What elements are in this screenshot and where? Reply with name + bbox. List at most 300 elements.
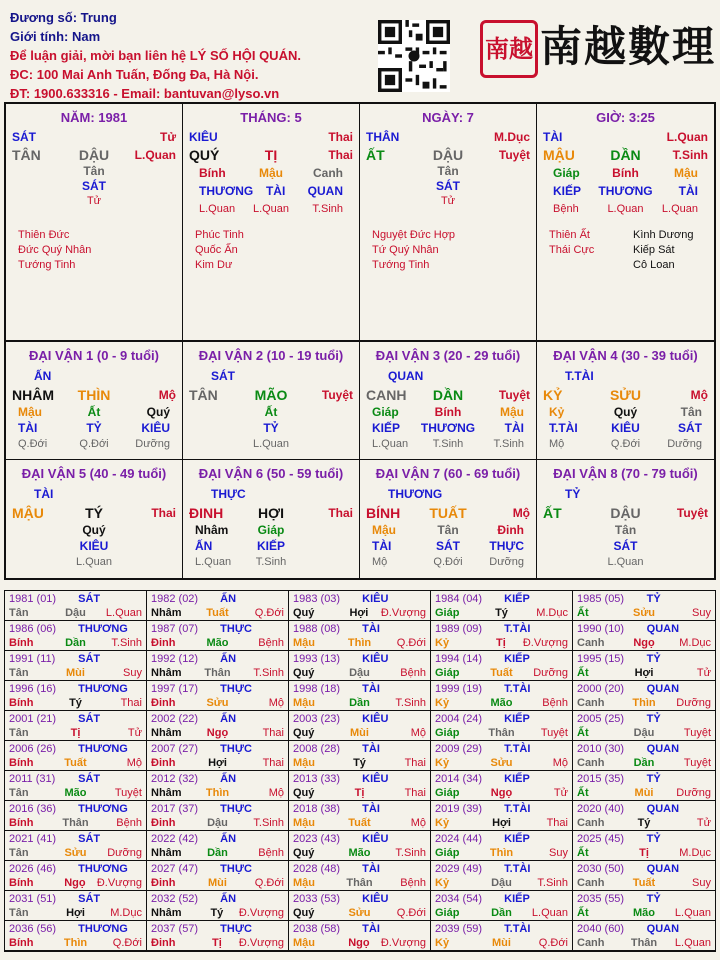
year-cell: [147, 891, 289, 921]
year-pillar: [9, 666, 142, 680]
pillar-title: GIỜ: 3:25: [596, 110, 655, 125]
year-head: [9, 682, 142, 696]
auxiliary-stars: [549, 228, 594, 258]
growth-stage: Tuyệt: [498, 388, 531, 402]
year-branch: Thìn: [489, 847, 514, 859]
hidden-cell: TÀI: [504, 421, 524, 435]
year-cell: [147, 591, 289, 621]
year-cell: [5, 891, 147, 921]
year-stem: Mậu: [293, 877, 315, 889]
hidden-cell: [18, 538, 69, 554]
year-ten-god: SÁT: [78, 893, 101, 905]
earthly-branch: TUẤT: [429, 505, 467, 521]
hidden-row: [12, 522, 176, 538]
year-pillar: [151, 666, 284, 680]
hidden-cell: TÀI: [678, 184, 698, 198]
hidden-row: [366, 538, 530, 554]
dai-van-title: ĐẠI VẬN 2 (10 - 19 tuổi): [198, 348, 344, 363]
ten-god: SÁT: [12, 130, 36, 144]
year-stage: Đ.Vượng: [96, 877, 142, 889]
earthly-branch: THÌN: [77, 387, 111, 403]
hidden-cell: Mộ: [372, 556, 388, 568]
year-ten-god: TÀI: [362, 623, 380, 635]
ten-god: TÀI: [543, 130, 563, 144]
year-cell: [5, 861, 147, 891]
year-head: [293, 622, 426, 636]
year-branch: Thìn: [205, 787, 230, 799]
star-name: Tướng Tinh: [18, 259, 76, 271]
year-pillar: [435, 636, 568, 650]
year-label: 2012 (32): [151, 773, 199, 785]
year-stage: M.Dục: [110, 907, 142, 919]
hidden-cell: Quý: [82, 523, 106, 537]
year-stage: Suy: [123, 667, 142, 679]
year-ten-god: KIẾP: [504, 893, 530, 905]
earthly-branch: DẬU: [78, 147, 110, 163]
year-pillar: [435, 876, 568, 890]
year-label: 2037 (57): [151, 923, 199, 935]
year-label: 2010 (30): [577, 743, 625, 755]
seal-stamp: 南越: [480, 20, 538, 78]
hidden-row: [543, 404, 708, 420]
year-head: [577, 802, 711, 816]
dai-van-ten-god: SÁT: [211, 369, 235, 383]
earthly-branch: TỊ: [264, 147, 278, 163]
year-stage: Mộ: [552, 757, 568, 769]
hidden-cell: T.TÀI: [549, 421, 578, 435]
growth-stage: Thai: [328, 148, 354, 162]
dai-van-title: ĐẠI VẬN 3 (20 - 29 tuổi): [375, 348, 521, 363]
year-cell: [5, 741, 147, 771]
year-pillar: [577, 726, 711, 740]
heavenly-stem: ĐINH: [189, 505, 224, 521]
year-stem: Canh: [577, 637, 605, 649]
year-label: 2008 (28): [293, 743, 341, 755]
growth-stage: Tuyệt: [676, 506, 708, 520]
hidden-cell: THỰC: [489, 539, 525, 553]
year-stem: Bính: [9, 817, 34, 829]
year-cell: [5, 681, 147, 711]
year-stem: Đinh: [151, 697, 176, 709]
year-ten-god: KIẾP: [504, 653, 530, 665]
year-stem: Quý: [293, 907, 315, 919]
year-stem: Canh: [577, 877, 605, 889]
year-pillar: [151, 696, 284, 710]
hidden-row: [189, 436, 353, 452]
hidden-cell: Q.Đới: [610, 438, 641, 450]
auxiliary-stars: [195, 228, 244, 273]
hidden-row: [543, 436, 708, 452]
year-head: [293, 922, 426, 936]
year-label: 2009 (29): [435, 743, 483, 755]
dai-van-stem-branch: [543, 386, 708, 404]
year-cell: [5, 591, 147, 621]
year-pillar: [435, 696, 568, 710]
year-stem: Nhâm: [151, 727, 182, 739]
year-cell: [431, 591, 573, 621]
year-head: [151, 682, 284, 696]
year-ten-god: T.TÀI: [504, 683, 531, 695]
year-branch: Mão: [348, 847, 371, 859]
year-branch: Tuất: [632, 877, 656, 889]
year-stem: Nhâm: [151, 607, 182, 619]
year-head: [151, 922, 284, 936]
spacer: [421, 128, 476, 146]
hidden-cell: THƯƠNG: [199, 184, 254, 198]
year-stem: Tân: [9, 607, 29, 619]
year-label: 2000 (20): [577, 683, 625, 695]
year-ten-god: SÁT: [78, 713, 101, 725]
year-stem: Tân: [9, 787, 29, 799]
year-stem: Ất: [577, 607, 589, 619]
hidden-row: [189, 164, 353, 182]
year-label: 2022 (42): [151, 833, 199, 845]
year-pillar: [151, 846, 284, 860]
year-cell: [431, 921, 573, 951]
star-name: Kình Dương: [633, 229, 694, 241]
year-stage: Thai: [404, 757, 426, 769]
year-stage: Tuyệt: [683, 757, 712, 769]
spacer: [67, 128, 122, 146]
year-ten-god: TỶ: [646, 833, 661, 845]
year-pillar: [293, 876, 426, 890]
year-cell: [573, 651, 715, 681]
year-ten-god: THƯƠNG: [78, 803, 128, 815]
hidden-row: [543, 554, 708, 570]
year-cell: [289, 741, 431, 771]
year-branch: Tý: [353, 757, 366, 769]
dai-van-title: ĐẠI VẬN 1 (0 - 9 tuổi): [28, 348, 159, 363]
year-stage: Q.Đới: [538, 937, 568, 949]
year-ten-god: QUAN: [646, 623, 680, 635]
year-stage: Bệnh: [258, 637, 284, 649]
star-name: Cô Loan: [633, 259, 675, 271]
year-ten-god: KIÊU: [362, 593, 389, 605]
year-cell: [573, 771, 715, 801]
dai-van-cell: [6, 460, 183, 578]
hidden-cell: Tân: [437, 523, 459, 537]
year-stage: Đ.Vượng: [522, 637, 568, 649]
year-head: [151, 592, 284, 606]
year-stem: Đinh: [151, 637, 176, 649]
contact-note: Để luận giải, mời bạn liên hệ LÝ SỐ HỘI QUÁN.: [10, 48, 301, 63]
year-label: 2006 (26): [9, 743, 57, 755]
dai-van-stem-branch: [189, 386, 353, 404]
year-stem: Tân: [9, 727, 29, 739]
year-head: [435, 922, 568, 936]
year-cell: [289, 891, 431, 921]
year-branch: Sửu: [64, 847, 87, 859]
hidden-cell: [119, 554, 170, 570]
pillar-stem-branch-row: [189, 146, 353, 164]
year-label: 2031 (51): [9, 893, 57, 905]
year-stage: T.Sinh: [395, 847, 426, 859]
hidden-cell: Bính: [612, 166, 639, 180]
hidden-row: [366, 420, 530, 436]
year-head: [577, 622, 711, 636]
year-label: 2024 (44): [435, 833, 483, 845]
year-stem: Đinh: [151, 937, 176, 949]
year-pillar: [9, 636, 142, 650]
pillar-month: [183, 104, 360, 340]
hidden-cell: [195, 404, 246, 420]
year-ten-god: TỶ: [646, 653, 661, 665]
year-cell: [573, 801, 715, 831]
year-stem: Giáp: [435, 607, 460, 619]
heavenly-stem: TÂN: [189, 387, 218, 403]
year-cell: [431, 891, 573, 921]
year-cell: [431, 771, 573, 801]
hidden-cell: L.Quan: [199, 203, 236, 215]
year-ten-god: TỶ: [646, 893, 661, 905]
year-head: [577, 772, 711, 786]
year-cell: [573, 921, 715, 951]
year-head: [293, 892, 426, 906]
year-head: [293, 592, 426, 606]
year-stage: T.Sinh: [395, 697, 426, 709]
dai-van-cell: [6, 342, 183, 460]
year-head: [9, 922, 142, 936]
year-cell: [431, 651, 573, 681]
year-stem: Canh: [577, 757, 605, 769]
year-stage: Mộ: [126, 757, 142, 769]
year-label: 1993 (13): [293, 653, 341, 665]
year-stem: Bính: [9, 637, 34, 649]
year-cell: [5, 711, 147, 741]
heavenly-stem: BÍNH: [366, 505, 401, 521]
year-cell: [289, 681, 431, 711]
pillar-title: THÁNG: 5: [240, 110, 302, 125]
growth-stage: T.Sinh: [672, 148, 708, 162]
year-ten-god: SÁT: [78, 653, 101, 665]
year-stage: M.Dục: [679, 847, 712, 859]
year-cell: [573, 621, 715, 651]
earthly-branch: MÃO: [254, 387, 288, 403]
hidden-cell: [296, 420, 347, 436]
year-branch: Hợi: [208, 757, 227, 769]
year-ten-god: THỰC: [220, 923, 252, 935]
hidden-cell: Q.Đới: [433, 556, 463, 568]
hidden-cell: L.Quan: [661, 203, 698, 215]
year-label: 2018 (38): [293, 803, 341, 815]
hidden-cell: SÁT: [678, 421, 702, 435]
year-branch: Tị: [495, 637, 506, 649]
hidden-row: [366, 522, 530, 538]
hidden-cell: [549, 538, 600, 554]
year-ten-god: THỰC: [220, 683, 252, 695]
qr-code-icon: [378, 20, 450, 92]
dai-van-ten-god: THỰC: [211, 487, 246, 501]
year-stage: L.Quan: [674, 907, 712, 919]
year-pillar: [293, 606, 426, 620]
year-pillar: [9, 906, 142, 920]
hidden-cell: ẤN: [195, 539, 213, 553]
year-head: [9, 862, 142, 876]
year-stage: Tuyệt: [683, 727, 712, 739]
star-name: Kim Dư: [195, 259, 233, 271]
year-label: 1989 (09): [435, 623, 483, 635]
year-branch: Mùi: [634, 787, 654, 799]
hidden-cell: [195, 420, 246, 436]
year-stage: Q.Đới: [396, 907, 426, 919]
growth-stage: Mộ: [158, 388, 177, 402]
four-pillars-grid: [4, 102, 716, 342]
year-pillar: [151, 876, 284, 890]
year-cell: [573, 711, 715, 741]
year-stem: Bính: [9, 757, 34, 769]
year-ten-god: KIẾP: [504, 773, 530, 785]
hidden-cell: Ất: [264, 405, 278, 419]
year-head: [151, 712, 284, 726]
year-branch: Dần: [207, 847, 228, 859]
star-name: Thiên Ất: [549, 229, 590, 241]
dai-van-cell: [537, 342, 714, 460]
year-branch: Thân: [630, 937, 658, 949]
hidden-ten-god: SÁT: [82, 179, 106, 193]
hidden-cell: Giáp: [372, 405, 399, 419]
year-pillar: [151, 606, 284, 620]
year-ten-god: KIÊU: [362, 713, 389, 725]
year-ten-god: ẤN: [220, 653, 237, 665]
heavenly-stem: KỶ: [543, 387, 563, 403]
year-ten-god: T.TÀI: [504, 803, 531, 815]
year-cell: [147, 681, 289, 711]
dai-van-title: ĐẠI VẬN 6 (50 - 59 tuổi): [198, 466, 344, 481]
hidden-cell: Mậu: [673, 166, 698, 180]
year-branch: Tuất: [490, 667, 513, 679]
year-ten-god: T.TÀI: [504, 923, 531, 935]
year-branch: Tuất: [206, 607, 229, 619]
year-cell: [5, 651, 147, 681]
year-ten-god: KIÊU: [362, 773, 389, 785]
hidden-cell: Nhâm: [195, 523, 229, 537]
year-cell: [5, 801, 147, 831]
year-branch: Tuất: [64, 757, 87, 769]
pillar-ten-god-row: [543, 128, 708, 146]
dai-van-cell: [183, 342, 360, 460]
year-stem: Quý: [293, 667, 315, 679]
dai-van-ten-god: ẤN: [34, 369, 52, 383]
year-head: [435, 682, 568, 696]
hidden-cell: Đinh: [497, 523, 525, 537]
year-stem: Canh: [577, 697, 605, 709]
year-pillar: [151, 906, 284, 920]
year-cell: [289, 621, 431, 651]
year-head: [9, 802, 142, 816]
year-head: [435, 832, 568, 846]
hidden-cell: Quý: [146, 405, 171, 419]
star-name: Thái Cực: [549, 244, 595, 256]
hidden-row: [543, 538, 708, 554]
hidden-cell: Dưỡng: [135, 438, 171, 450]
year-branch: Dậu: [491, 877, 512, 889]
hidden-cell: TỶ: [263, 421, 279, 435]
year-cell: [431, 621, 573, 651]
hidden-row: [189, 182, 353, 200]
year-cell: [289, 651, 431, 681]
star-name: Kiếp Sát: [633, 244, 675, 256]
hidden-row: [543, 420, 708, 436]
year-head: [577, 832, 711, 846]
hidden-cell: L.Quan: [252, 438, 290, 450]
year-stem: Bính: [9, 697, 34, 709]
hidden-cell: L.Quan: [252, 203, 290, 215]
spacer: [244, 128, 299, 146]
dai-van-title: ĐẠI VẬN 7 (60 - 69 tuổi): [375, 466, 521, 481]
year-cell: [431, 681, 573, 711]
year-label: 2001 (21): [9, 713, 57, 725]
star-name: Tướng Tinh: [372, 259, 430, 271]
year-stem: Mậu: [293, 937, 315, 949]
year-ten-god: KIẾP: [504, 713, 530, 725]
year-stem: Kỷ: [435, 757, 450, 769]
year-stage: Đ.Vượng: [238, 907, 284, 919]
year-ten-god: KIÊU: [362, 893, 389, 905]
year-cell: [5, 831, 147, 861]
spacer: [598, 128, 653, 146]
year-head: [293, 682, 426, 696]
year-ten-god: THỰC: [220, 863, 252, 875]
year-branch: Dần: [65, 637, 86, 649]
heavenly-stem: CANH: [366, 387, 407, 403]
hidden-cell: [296, 554, 347, 570]
hidden-cell: [549, 554, 600, 570]
earthly-branch: TÝ: [85, 505, 103, 521]
year-head: [435, 862, 568, 876]
year-head: [293, 802, 426, 816]
year-label: 2020 (40): [577, 803, 625, 815]
year-cell: [573, 591, 715, 621]
year-cell: [147, 651, 289, 681]
earthly-branch: DẬU: [610, 505, 641, 521]
year-stage: T.Sinh: [253, 817, 284, 829]
gender: Giới tính: Nam: [10, 29, 101, 44]
year-cell: [289, 711, 431, 741]
hidden-row: [12, 420, 176, 436]
year-pillar: [151, 936, 284, 950]
hidden-cell: Dưỡng: [489, 556, 525, 568]
year-ten-god: QUAN: [646, 923, 680, 935]
dai-van-title: ĐẠI VẬN 4 (30 - 39 tuổi): [553, 348, 698, 363]
year-label: 1996 (16): [9, 683, 57, 695]
year-label: 2036 (56): [9, 923, 57, 935]
year-head: [435, 742, 568, 756]
year-label: 2021 (41): [9, 833, 57, 845]
year-label: 1981 (01): [9, 593, 57, 605]
year-stage: Mộ: [268, 697, 284, 709]
year-label: 2027 (47): [151, 863, 199, 875]
pillar-title: NGÀY: 7: [422, 110, 474, 125]
hidden-cell: Mậu: [372, 523, 396, 537]
year-stage: Suy: [692, 607, 712, 619]
year-pillar: [9, 936, 142, 950]
header-info: [10, 8, 370, 103]
hidden-row: [189, 522, 353, 538]
year-branch: Tý: [69, 697, 82, 709]
hidden-cell: Kỷ: [549, 405, 565, 419]
year-stage: Bệnh: [116, 817, 142, 829]
hidden-row: [366, 554, 530, 570]
year-cell: [573, 681, 715, 711]
star-name: Thiên Đức: [18, 229, 70, 241]
year-stem: Kỷ: [435, 637, 450, 649]
year-stem: Kỷ: [435, 937, 450, 949]
year-label: 1985 (05): [577, 593, 625, 605]
year-label: 1991 (11): [9, 653, 56, 665]
brand-logo: 南越數理: [540, 22, 717, 71]
year-pillar: [577, 846, 711, 860]
hidden-cell: T.Sinh: [493, 438, 525, 450]
